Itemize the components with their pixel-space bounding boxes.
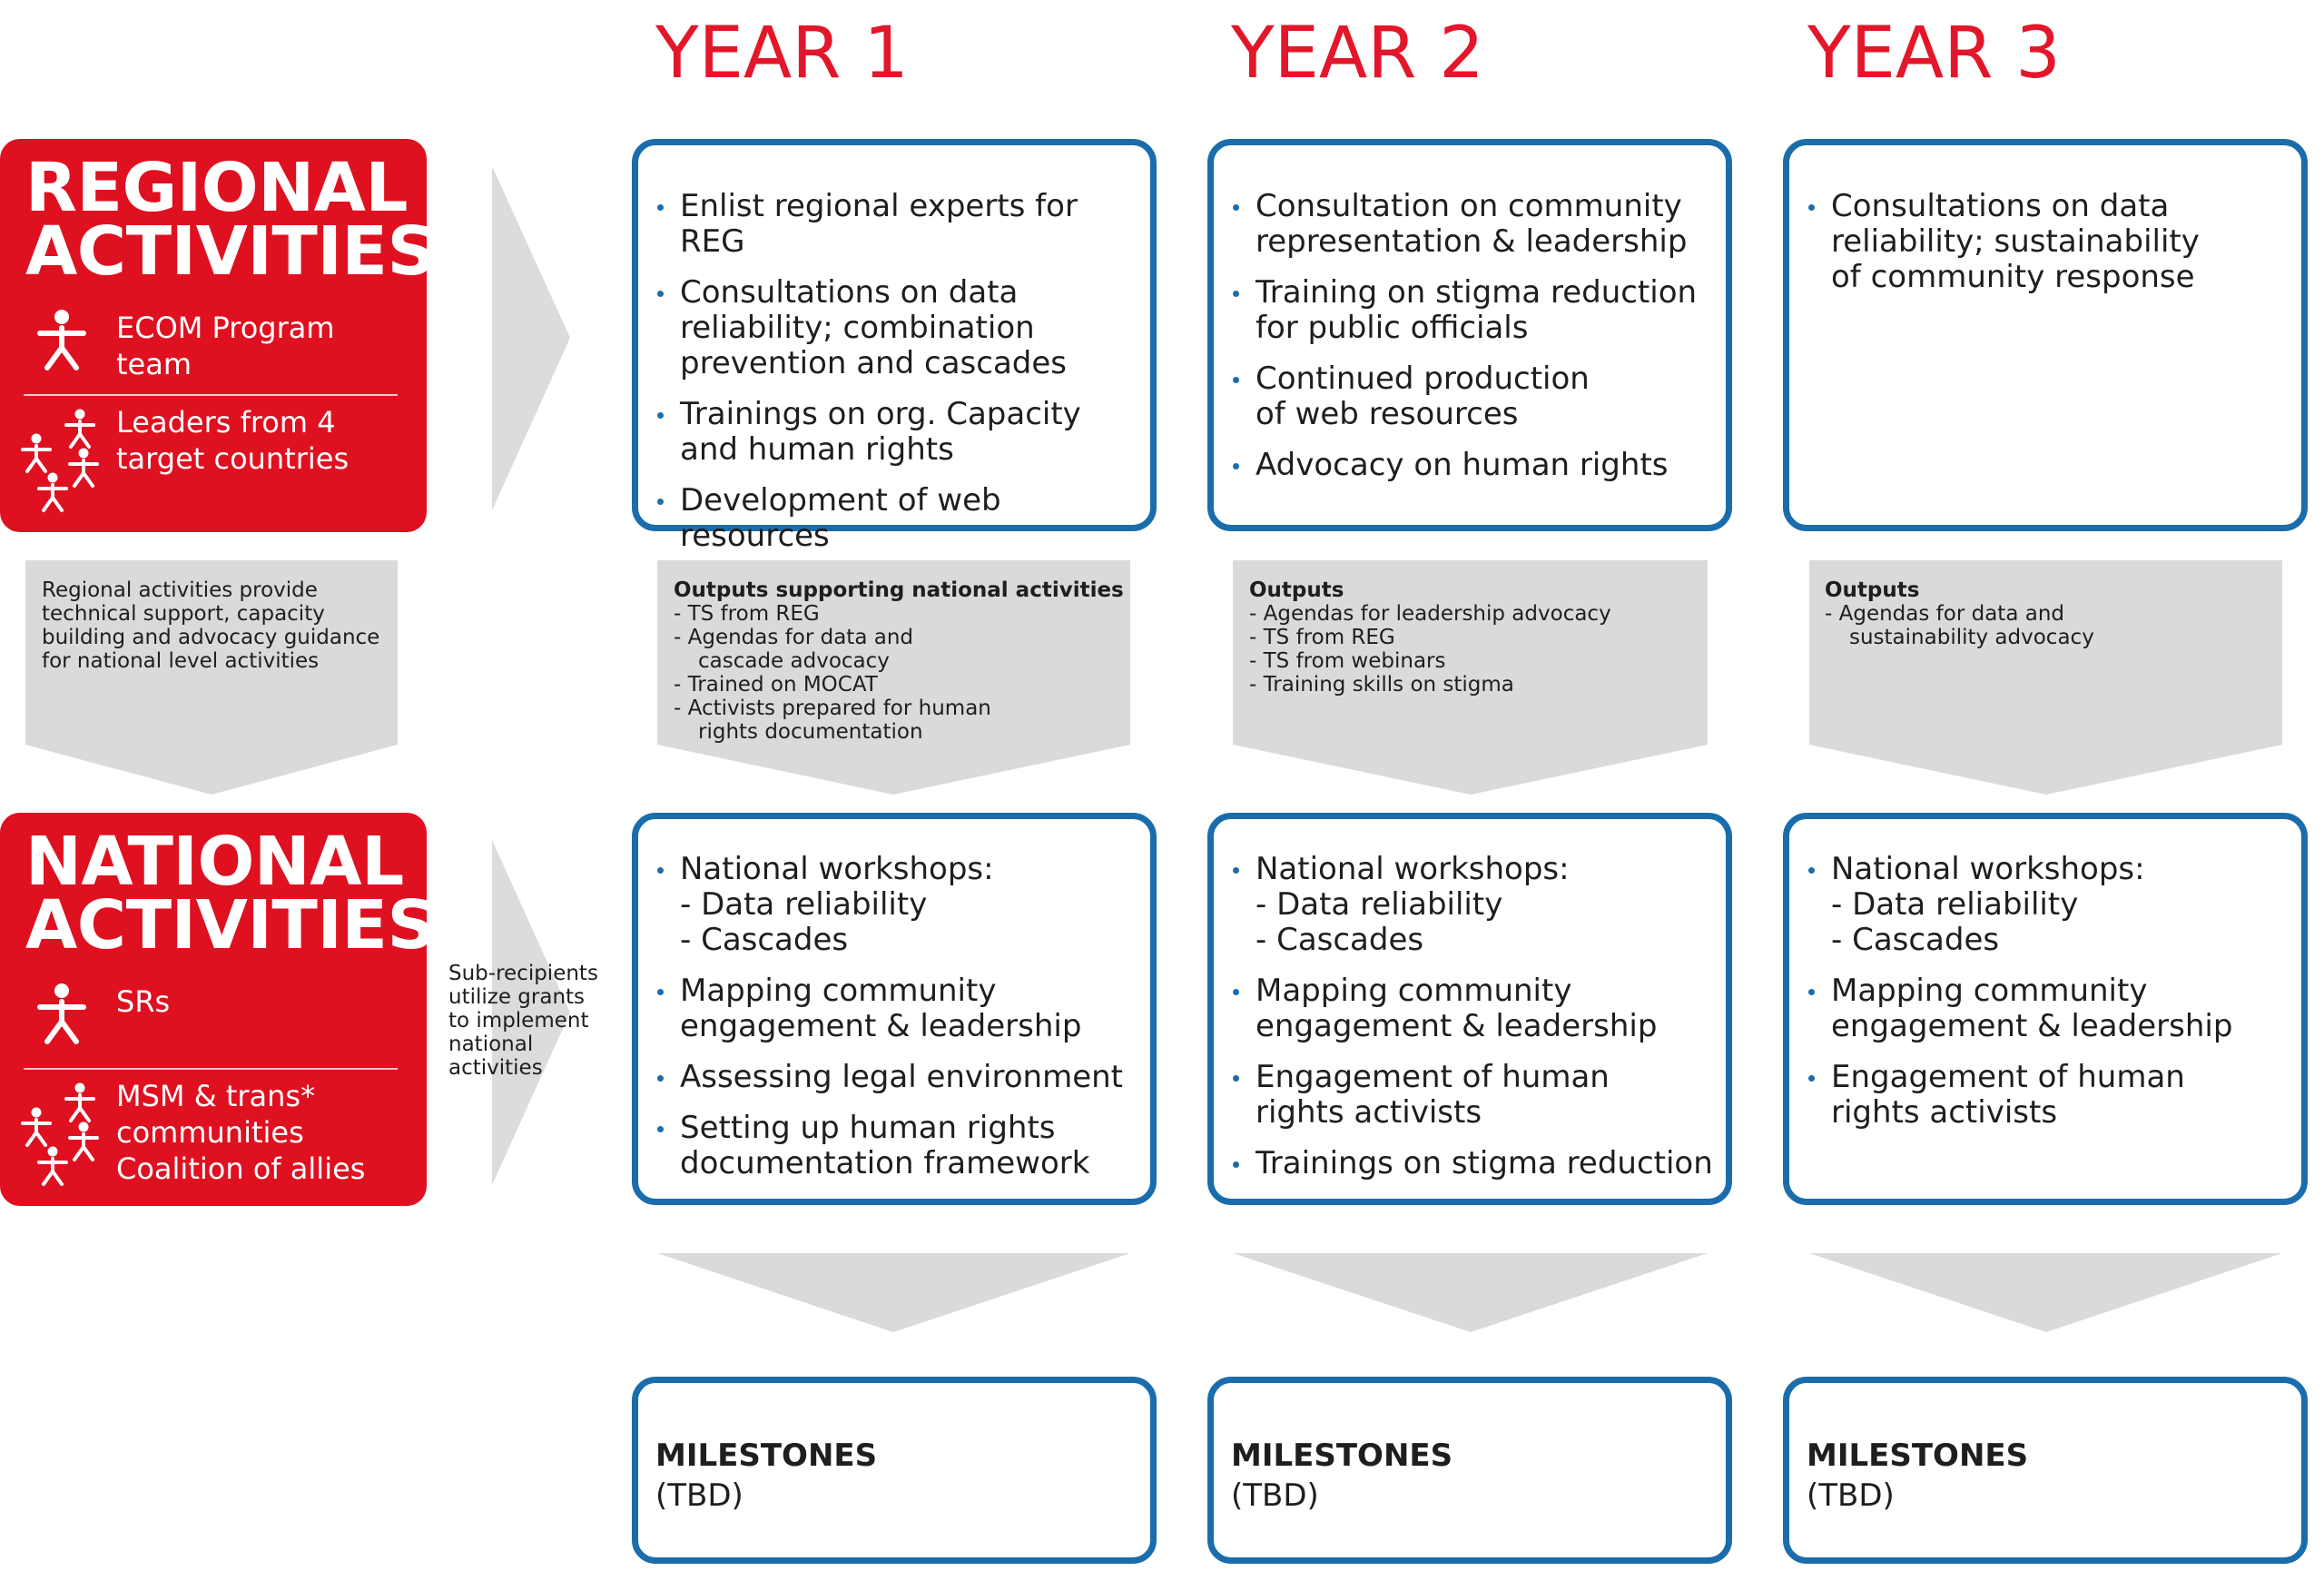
year-3-header: YEAR 3 [1807,13,2061,94]
list-item: Training on stigma reduction for public officials [1230,275,1697,346]
list-item: National workshops: - Data reliability - Cascades [1230,852,1713,958]
list-item: Trainings on stigma reduction [1230,1146,1713,1181]
milestone-chevron-year3 [1809,1253,2282,1332]
person-icon [34,308,89,373]
national-divider [24,1068,398,1070]
list-item: Consultations on data reliability; combination prevention and cascades [655,275,1150,381]
milestones-value: (TBD) [655,1477,743,1514]
national-year-3-box [1783,813,2308,1205]
milestone-chevron-year2 [1233,1253,1708,1332]
list-item: Trainings on org. Capacity and human rights [655,397,1150,468]
output-item: - Training skills on stigma [1249,673,1514,697]
outputs-year-2 [1249,578,1611,697]
milestones-year-3-box [1783,1377,2308,1564]
list-item: Consultation on community representation & leadership [1230,189,1697,260]
year-1-header: YEAR 1 [655,13,909,94]
list-item: Setting up human rights documentation framework [655,1111,1123,1181]
output-item: - Activists prepared for human rights documentation [674,697,991,744]
regional-divider [24,394,398,396]
milestones-year-2-box [1207,1377,1732,1564]
milestones-value: (TBD) [1807,1477,1895,1514]
milestones-content [655,1436,877,1516]
national-year-2-box [1207,813,1732,1205]
list-item: Continued production of web resources [1230,361,1697,432]
regional-year-1-box [632,139,1157,554]
milestones-title: MILESTONES [1807,1438,2029,1474]
regional-support-text: Regional activities provide technical support, capacity building and advocacy guidance for national level activities [42,578,380,673]
national-year-2-list [1230,852,1713,1197]
list-item: Advocacy on human rights [1230,448,1697,483]
milestones-value: (TBD) [1231,1477,1319,1514]
list-item: Development of web resources [655,483,1150,554]
list-item: National workshops: - Data reliability - Cascades [655,852,1123,958]
regional-right-arrow [492,166,570,510]
outputs-year-3 [1825,578,2094,649]
outputs-title: Outputs [1249,578,1344,602]
national-title-line2: ACTIVITIES [25,886,436,964]
regional-year-2-list [1230,189,1697,499]
national-year-1-list [655,852,1123,1197]
milestones-title: MILESTONES [1231,1438,1453,1474]
subrecipients-text: Sub-recipients utilize grants to implement national activities [448,962,598,1080]
milestones-content [1807,1436,2028,1516]
national-year-3-list [1806,852,2232,1146]
list-item: Engagement of human rights activists [1806,1060,2232,1131]
outputs-title: Outputs [1825,578,1920,602]
year-2-header: YEAR 2 [1231,13,1484,94]
national-actor-2-label: MSM & trans* communities Coalition of allies [116,1079,366,1186]
outputs-year-1 [674,578,1124,744]
list-item: Assessing legal environment [655,1060,1123,1095]
output-item: - Agendas for leadership advocacy [1249,602,1611,626]
list-item: Mapping community engagement & leadership [1806,973,2232,1044]
outputs-title: Outputs supporting national activities [674,578,1124,602]
list-item: Consultations on data reliability; sustainability of community response [1806,189,2200,295]
output-item: - TS from REG [674,602,820,626]
output-item: - Agendas for data and cascade advocacy [674,626,913,673]
list-item: Engagement of human rights activists [1230,1060,1713,1131]
national-actor-1-label: SRs [116,984,171,1019]
group-icon [18,1082,100,1187]
list-item: Enlist regional experts for REG [655,189,1150,260]
regional-actor-1-label: ECOM Program team [116,311,335,381]
regional-actor-2-label: Leaders from 4 target countries [116,405,350,476]
milestone-chevron-year1 [657,1253,1130,1332]
milestones-year-1-box [632,1377,1157,1564]
person-icon [34,982,89,1047]
group-icon [18,408,100,513]
regional-title-line2: ACTIVITIES [25,212,436,291]
output-item: - Agendas for data and sustainability advocacy [1825,602,2094,649]
regional-year-1-list [655,189,1150,569]
output-item: - Trained on MOCAT [674,673,878,697]
national-year-1-box [632,813,1157,1205]
output-item: - TS from webinars [1249,649,1446,673]
regional-activities-panel [0,139,436,532]
output-item: - TS from REG [1249,626,1395,649]
milestones-content [1231,1436,1452,1516]
list-item: Mapping community engagement & leadership [1230,973,1713,1044]
regional-year-2-box [1207,139,1732,531]
regional-year-3-box [1783,139,2308,531]
national-activities-panel [0,813,436,1206]
regional-year-3-list [1806,189,2200,311]
regional-title-line1: REGIONAL [25,149,409,227]
milestones-title: MILESTONES [655,1438,878,1474]
national-title-line1: NATIONAL [25,823,404,901]
list-item: National workshops: - Data reliability - Cascades [1806,852,2232,958]
list-item: Mapping community engagement & leadership [655,973,1123,1044]
